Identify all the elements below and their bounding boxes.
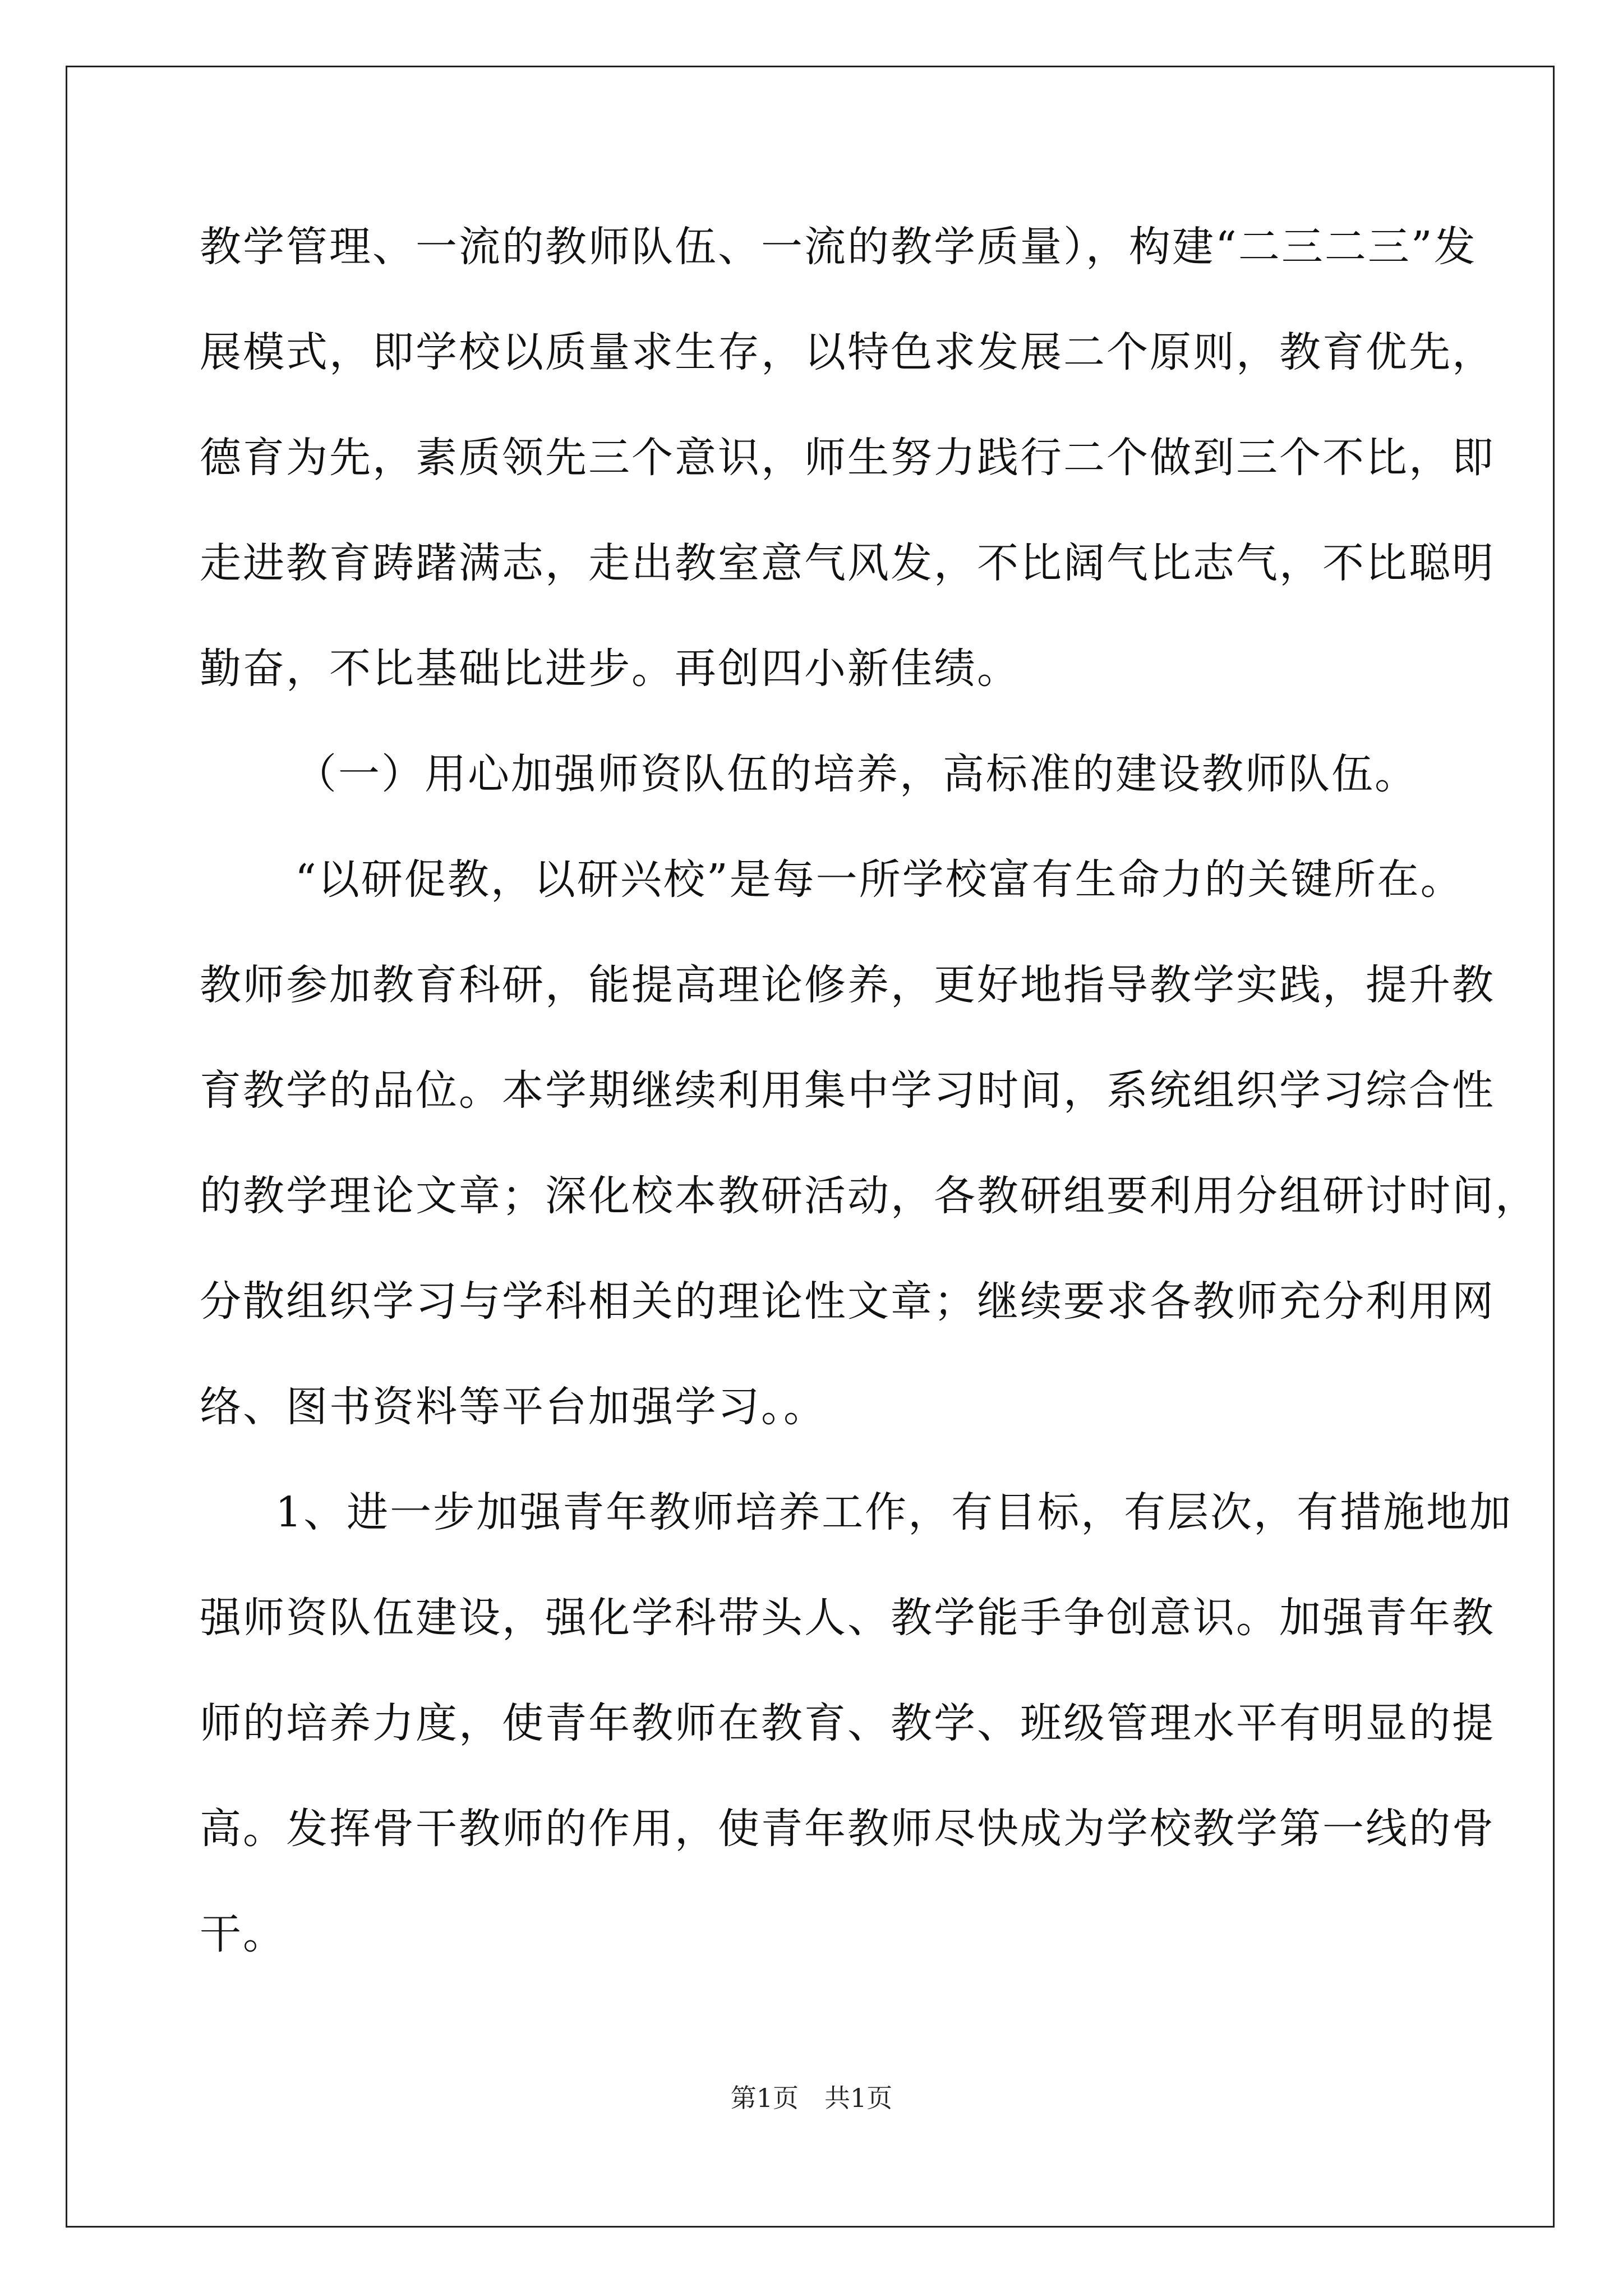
text-line: 络、图书资料等平台加强学习。。 bbox=[200, 1383, 827, 1431]
text-line: 干。 bbox=[200, 1910, 286, 1958]
text-line: 师的培养力度，使青年教师在教育、教学、班级管理水平有明显的提 bbox=[200, 1699, 1495, 1747]
section-heading: （一）用心加强师资队伍的培养，高标准的建设教师队伍。 bbox=[295, 750, 1418, 798]
text-line: 教师参加教育科研，能提高理论修养，更好地指导教学实践，提升教 bbox=[200, 961, 1495, 1009]
text-line: 德育为先，素质领先三个意识，师生努力践行二个做到三个不比，即 bbox=[200, 434, 1495, 482]
page-number-footer: 第1页 共1页 bbox=[730, 2083, 893, 2113]
page-border bbox=[66, 66, 1555, 2228]
text-line: 分散组织学习与学科相关的理论性文章；继续要求各教师充分利用网 bbox=[200, 1277, 1495, 1326]
paragraph-first-line: 1、进一步加强青年教师培养工作，有目标，有层次，有措施地加 bbox=[275, 1488, 1513, 1536]
text-line: 强师资队伍建设，强化学科带头人、教学能手争创意识。加强青年教 bbox=[200, 1594, 1495, 1642]
paragraph-first-line: “以研促教，以研兴校”是每一所学校富有生命力的关键所在。 bbox=[295, 855, 1464, 904]
text-line: 勤奋，不比基础比进步。再创四小新佳绩。 bbox=[200, 645, 1020, 693]
text-line: 高。发挥骨干教师的作用，使青年教师尽快成为学校教学第一线的骨 bbox=[200, 1805, 1495, 1853]
text-line: 展模式，即学校以质量求生存，以特色求发展二个原则，教育优先， bbox=[200, 328, 1495, 376]
text-line: 的教学理论文章；深化校本教研活动，各教研组要利用分组研讨时间， bbox=[200, 1172, 1538, 1220]
text-line: 走进教育踌躇满志，走出教室意气风发，不比阔气比志气，不比聪明 bbox=[200, 539, 1495, 587]
text-line: 教学管理、一流的教师队伍、一流的教学质量），构建“二三二三”发 bbox=[200, 223, 1477, 271]
text-line: 育教学的品位。本学期继续利用集中学习时间，系统组织学习综合性 bbox=[200, 1066, 1495, 1115]
